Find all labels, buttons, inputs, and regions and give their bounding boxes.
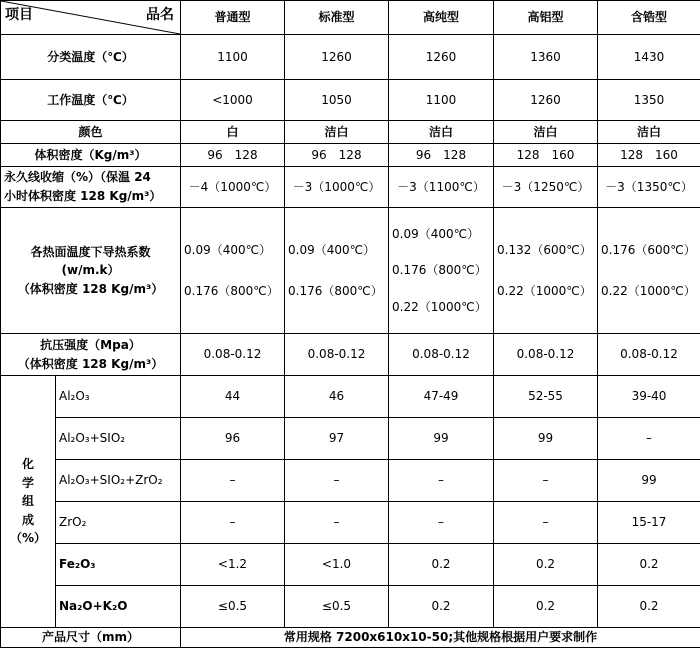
value-cell: 99 (494, 418, 598, 460)
bulk-density-row (1, 144, 700, 167)
row-label (1, 167, 181, 208)
row-label (1, 208, 181, 334)
value-cell: 47-49 (389, 376, 494, 418)
composition-item-label: Al₂O₃ (56, 376, 181, 418)
row-label: 颜色 (1, 121, 181, 144)
composition-row (1, 586, 700, 628)
value-cell: 1260 (494, 80, 598, 121)
value-cell: – (285, 502, 389, 544)
value-cell: 44 (181, 376, 285, 418)
composition-row (1, 502, 700, 544)
value-cell: 0.2 (494, 586, 598, 628)
value-cell: 0.2 (389, 544, 494, 586)
color-row (1, 121, 700, 144)
value-cell: 0.08-0.12 (389, 334, 494, 376)
row-label-line: (w/m.k） (61, 263, 120, 278)
value-cell: 96 (181, 418, 285, 460)
conductivity-value: 0.176（600℃） (601, 242, 696, 257)
composition-item-label: Al₂O₃+SIO₂ (56, 418, 181, 460)
composition-item-label: Fe₂O₃ (56, 544, 181, 586)
header-row (1, 1, 700, 35)
type-header: 标准型 (285, 1, 389, 35)
value-cell: – (181, 502, 285, 544)
value-cell (494, 208, 598, 334)
composition-item-label: Al₂O₃+SIO₂+ZrO₂ (56, 460, 181, 502)
composition-row (1, 460, 700, 502)
value-cell: 1260 (285, 35, 389, 80)
value-cell: －3（1100℃） (389, 167, 494, 208)
conductivity-value: 0.09（400℃） (288, 242, 376, 257)
conductivity-value: 0.22（1000℃） (601, 283, 696, 298)
value-cell: 52-55 (494, 376, 598, 418)
shrinkage-row (1, 167, 700, 208)
value-cell: 46 (285, 376, 389, 418)
value-cell: －3（1350℃） (598, 167, 700, 208)
value-cell: 洁白 (598, 121, 700, 144)
value-cell: 1360 (494, 35, 598, 80)
value-cell: – (389, 460, 494, 502)
value-cell: 1100 (389, 80, 494, 121)
value-cell: 96 128 (389, 144, 494, 167)
value-cell: 白 (181, 121, 285, 144)
row-label (1, 334, 181, 376)
value-cell: 15-17 (598, 502, 700, 544)
value-cell: 洁白 (494, 121, 598, 144)
value-cell: 0.2 (598, 544, 700, 586)
value-cell: 0.2 (494, 544, 598, 586)
row-label-line: 小时体积密度 128 Kg/m³） (4, 189, 162, 203)
conductivity-value: 0.176（800℃） (288, 283, 383, 298)
value-cell: – (181, 460, 285, 502)
value-cell: －4（1000℃） (181, 167, 285, 208)
group-label-char: （%） (9, 531, 47, 546)
classification-temp-row (1, 35, 700, 80)
value-cell: ≤0.5 (285, 586, 389, 628)
composition-row (1, 544, 700, 586)
composition-row (1, 418, 700, 460)
value-cell (285, 208, 389, 334)
corner-item-label: 项目 (5, 7, 33, 23)
group-label-char: 学 (21, 475, 34, 490)
value-cell: 96 128 (285, 144, 389, 167)
value-cell: 96 128 (181, 144, 285, 167)
value-cell (389, 208, 494, 334)
composition-row (1, 376, 700, 418)
value-cell (181, 208, 285, 334)
value-cell: 99 (389, 418, 494, 460)
value-cell: 1050 (285, 80, 389, 121)
group-label-char: 组 (21, 494, 34, 509)
value-cell: ≤0.5 (181, 586, 285, 628)
value-cell: 1100 (181, 35, 285, 80)
conductivity-value: 0.176（800℃） (184, 283, 279, 298)
conductivity-value: 0.09（400℃） (392, 226, 480, 241)
value-cell: 洁白 (389, 121, 494, 144)
row-label: 产品尺寸（mm） (1, 628, 181, 648)
composition-item-label: Na₂O+K₂O (56, 586, 181, 628)
row-label: 体积密度（Kg/m³） (1, 144, 181, 167)
value-cell: – (598, 418, 700, 460)
type-header: 普通型 (181, 1, 285, 35)
value-cell (598, 208, 700, 334)
value-cell: 0.08-0.12 (494, 334, 598, 376)
value-cell: – (285, 460, 389, 502)
row-label-line: （体积密度 128 Kg/m³） (17, 281, 164, 296)
working-temp-row (1, 80, 700, 121)
row-label-line: 各热面温度下导热系数 (30, 244, 151, 259)
row-label: 工作温度（℃） (1, 80, 181, 121)
value-cell: 1430 (598, 35, 700, 80)
group-label-char: 成 (21, 512, 34, 527)
row-label-line: （体积密度 128 Kg/m³） (17, 356, 164, 371)
group-label-char: 化 (21, 457, 34, 472)
value-cell: <1000 (181, 80, 285, 121)
value-cell: 128 160 (494, 144, 598, 167)
value-cell: 0.2 (389, 586, 494, 628)
value-cell: 1260 (389, 35, 494, 80)
corner-cell (1, 1, 181, 35)
value-cell: 0.08-0.12 (285, 334, 389, 376)
value-cell: －3（1000℃） (285, 167, 389, 208)
conductivity-value: 0.176（800℃） (392, 263, 487, 278)
conductivity-value: 0.09（400℃） (184, 242, 272, 257)
value-cell: －3（1250℃） (494, 167, 598, 208)
corner-product-label: 品名 (146, 7, 174, 23)
thermal-conductivity-row (1, 208, 700, 334)
value-cell: – (494, 460, 598, 502)
product-size-row (1, 628, 700, 648)
value-cell: 128 160 (598, 144, 700, 167)
value-cell: 1350 (598, 80, 700, 121)
type-header: 高纯型 (389, 1, 494, 35)
compressive-strength-row (1, 334, 700, 376)
conductivity-value: 0.22（1000℃） (392, 299, 487, 314)
row-label-line: 永久线收缩（%）（保温 24 (4, 170, 151, 185)
value-cell: – (494, 502, 598, 544)
composition-group-label (1, 376, 56, 628)
value-cell: 39-40 (598, 376, 700, 418)
value-cell: 97 (285, 418, 389, 460)
row-label: 分类温度（℃） (1, 35, 181, 80)
value-cell: 99 (598, 460, 700, 502)
value-cell: 0.08-0.12 (598, 334, 700, 376)
value-cell: – (389, 502, 494, 544)
product-size-value: 常用规格 7200x610x10-50;其他规格根据用户要求制作 (181, 628, 700, 648)
type-header: 高铝型 (494, 1, 598, 35)
type-header: 含锆型 (598, 1, 700, 35)
conductivity-value: 0.132（600℃） (497, 242, 592, 257)
value-cell: 洁白 (285, 121, 389, 144)
row-label-line: 抗压强度（Mpa） (40, 337, 141, 352)
value-cell: <1.0 (285, 544, 389, 586)
composition-item-label: ZrO₂ (56, 502, 181, 544)
value-cell: <1.2 (181, 544, 285, 586)
value-cell: 0.08-0.12 (181, 334, 285, 376)
conductivity-value: 0.22（1000℃） (497, 283, 592, 298)
value-cell: 0.2 (598, 586, 700, 628)
